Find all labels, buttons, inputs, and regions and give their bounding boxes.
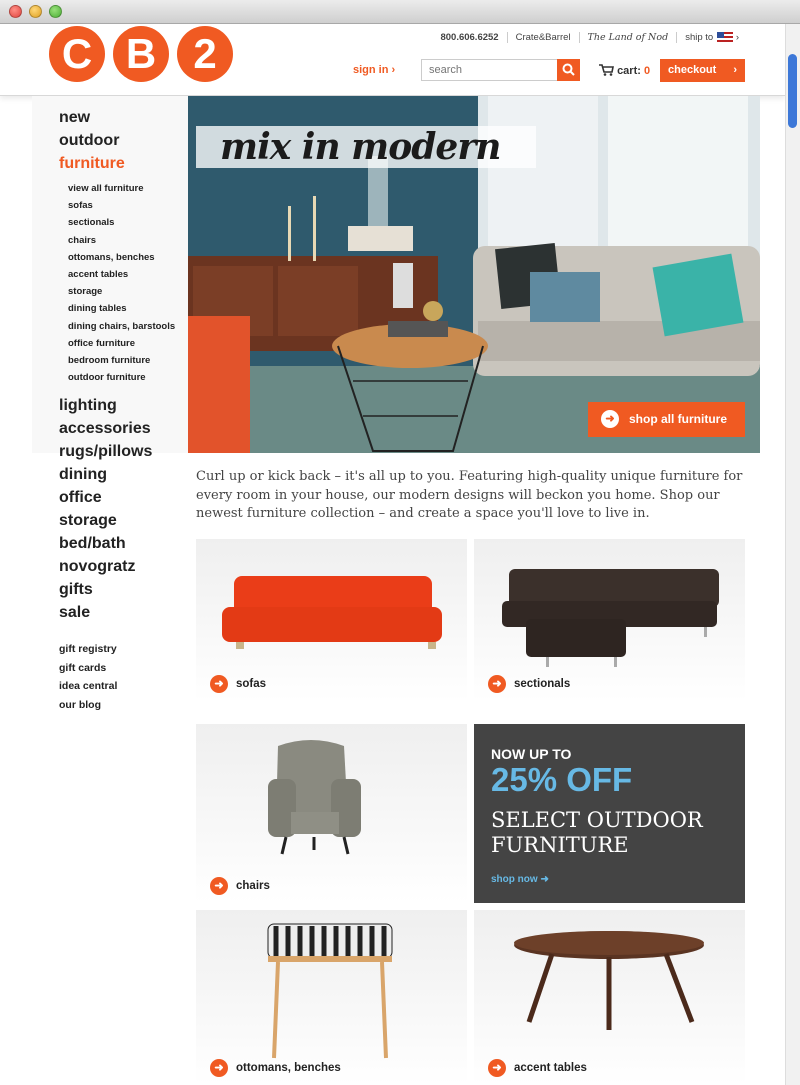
cart-link[interactable] [598,64,650,77]
hero-banner[interactable] [188,96,760,453]
tile-label-text: sectionals [514,678,571,690]
cart-icon [598,64,614,76]
vertical-scrollbar[interactable] [785,24,800,1085]
gift-cards-link[interactable]: gift cards [59,661,107,674]
nav-item-furniture[interactable]: furniture [59,155,125,172]
outdoor-promo-banner[interactable] [474,724,745,903]
arrow-right-icon: ➜ [601,410,619,428]
shop-now-link[interactable]: shop now ➜ [491,874,549,885]
ship-to-selector[interactable]: ship to › [676,32,747,43]
subnav-item[interactable]: office furniture [68,337,136,349]
category-tile-chairs[interactable] [196,724,467,903]
nav-item-gifts[interactable]: gifts [59,581,93,599]
search-button[interactable] [557,59,580,81]
tile-label [210,1059,341,1077]
nav-item-accessories[interactable]: accessories [59,420,151,438]
browser-titlebar [0,0,800,24]
nav-item-new[interactable]: new [59,109,91,126]
nav-item-office[interactable]: office [59,489,102,507]
nav-item-dining[interactable]: dining [59,466,107,484]
subnav-item[interactable]: dining tables [68,303,127,315]
nav-item-storage[interactable]: storage [59,512,117,530]
tile-label [210,675,266,693]
search-input[interactable] [422,60,557,80]
nav-item-lighting[interactable]: lighting [59,397,117,415]
subnav-item[interactable]: view all furniture [68,183,144,194]
utility-links [432,32,747,43]
cart-label: cart: [617,65,641,77]
site-header [0,24,785,96]
arrow-right-icon: ➜ [210,1059,228,1077]
gift-registry-link[interactable]: gift registry [59,643,117,656]
ottoman-image [196,910,467,1060]
logo-letter-c: C [49,26,105,82]
search-box [421,59,580,81]
zoom-window-button[interactable] [49,5,62,18]
tile-label [488,675,570,693]
ship-to-label: ship to [685,32,714,43]
nav-item-bed-bath[interactable]: bed/bath [59,535,126,553]
tile-label-text: accent tables [514,1062,587,1074]
arrow-right-icon: ➜ [210,675,228,693]
tile-label-text: chairs [236,880,270,892]
subnav-item[interactable]: accent tables [68,269,129,281]
promo-headline: NOW UP TO [491,746,572,762]
subnav-item[interactable]: sectionals [68,217,115,229]
sign-in-label: sign in [353,64,389,76]
checkout-label: checkout [668,64,717,76]
crate-and-barrel-link[interactable]: Crate&Barrel [507,32,579,43]
minimize-window-button[interactable] [29,5,42,18]
shop-all-furniture-button[interactable] [588,402,745,437]
checkout-button[interactable] [660,59,745,82]
promo-discount: 25% OFF [491,761,633,798]
subnav-item[interactable]: bedroom furniture [68,355,151,367]
subnav-item[interactable]: outdoor furniture [68,372,146,384]
close-window-button[interactable] [9,5,22,18]
intro-text: Curl up or kick back – it's all up to you. Featuring high-quality unique furniture for every room in your house, our modern designs will beckon you home. Shop our newest furniture collection – and create a space you'll love to live in. [196,469,743,521]
accent-table-image [474,910,745,1060]
chevron-right-icon: › [733,64,737,76]
logo-letter-2: 2 [177,26,233,82]
promo-description: SELECT OUTDOOR FURNITURE [491,808,703,857]
chair-image [196,724,467,874]
shop-now-label: shop now [491,874,538,885]
nav-item-rugs-pillows[interactable]: rugs/pillows [59,443,153,461]
category-tile-accent-tables[interactable] [474,910,745,1085]
tile-label-text: ottomans, benches [236,1062,341,1074]
nav-item-outdoor[interactable]: outdoor [59,132,120,149]
category-nav [59,106,189,714]
web-page [0,24,800,1085]
our-blog-link[interactable]: our blog [59,698,101,711]
tile-label [210,877,270,895]
category-tile-sofas[interactable] [196,539,467,701]
logo-letter-b: B [113,26,169,82]
nav-item-sale[interactable]: sale [59,604,91,622]
sectional-image [474,539,745,669]
arrow-right-icon: ➜ [210,877,228,895]
subnav-item[interactable]: storage [68,286,103,298]
hero-title: mix in modern [196,126,536,168]
tile-label-text: sofas [236,678,267,690]
arrow-right-icon: ➜ [488,675,506,693]
sofa-image [196,539,467,669]
sign-in-link[interactable]: sign in › [353,64,396,76]
tile-label [488,1059,587,1077]
subnav-item[interactable]: chairs [68,234,96,246]
cart-count: 0 [643,65,651,77]
subnav-item[interactable]: ottomans, benches [68,251,155,263]
us-flag-icon [717,32,733,42]
phone-number: 800.606.6252 [440,32,499,43]
shop-all-furniture-label: shop all furniture [629,412,728,426]
subnav-item[interactable]: dining chairs, barstools [68,320,176,332]
nav-item-novogratz[interactable]: novogratz [59,558,136,576]
land-of-nod-link[interactable]: The Land of Nod [579,32,677,43]
category-tile-ottomans-benches[interactable] [196,910,467,1085]
search-icon [557,59,580,81]
arrow-right-icon: ➜ [488,1059,506,1077]
scrollbar-thumb[interactable] [788,54,797,128]
idea-central-link[interactable]: idea central [59,680,118,693]
subnav-item[interactable]: sofas [68,200,93,212]
category-tile-sectionals[interactable] [474,539,745,701]
